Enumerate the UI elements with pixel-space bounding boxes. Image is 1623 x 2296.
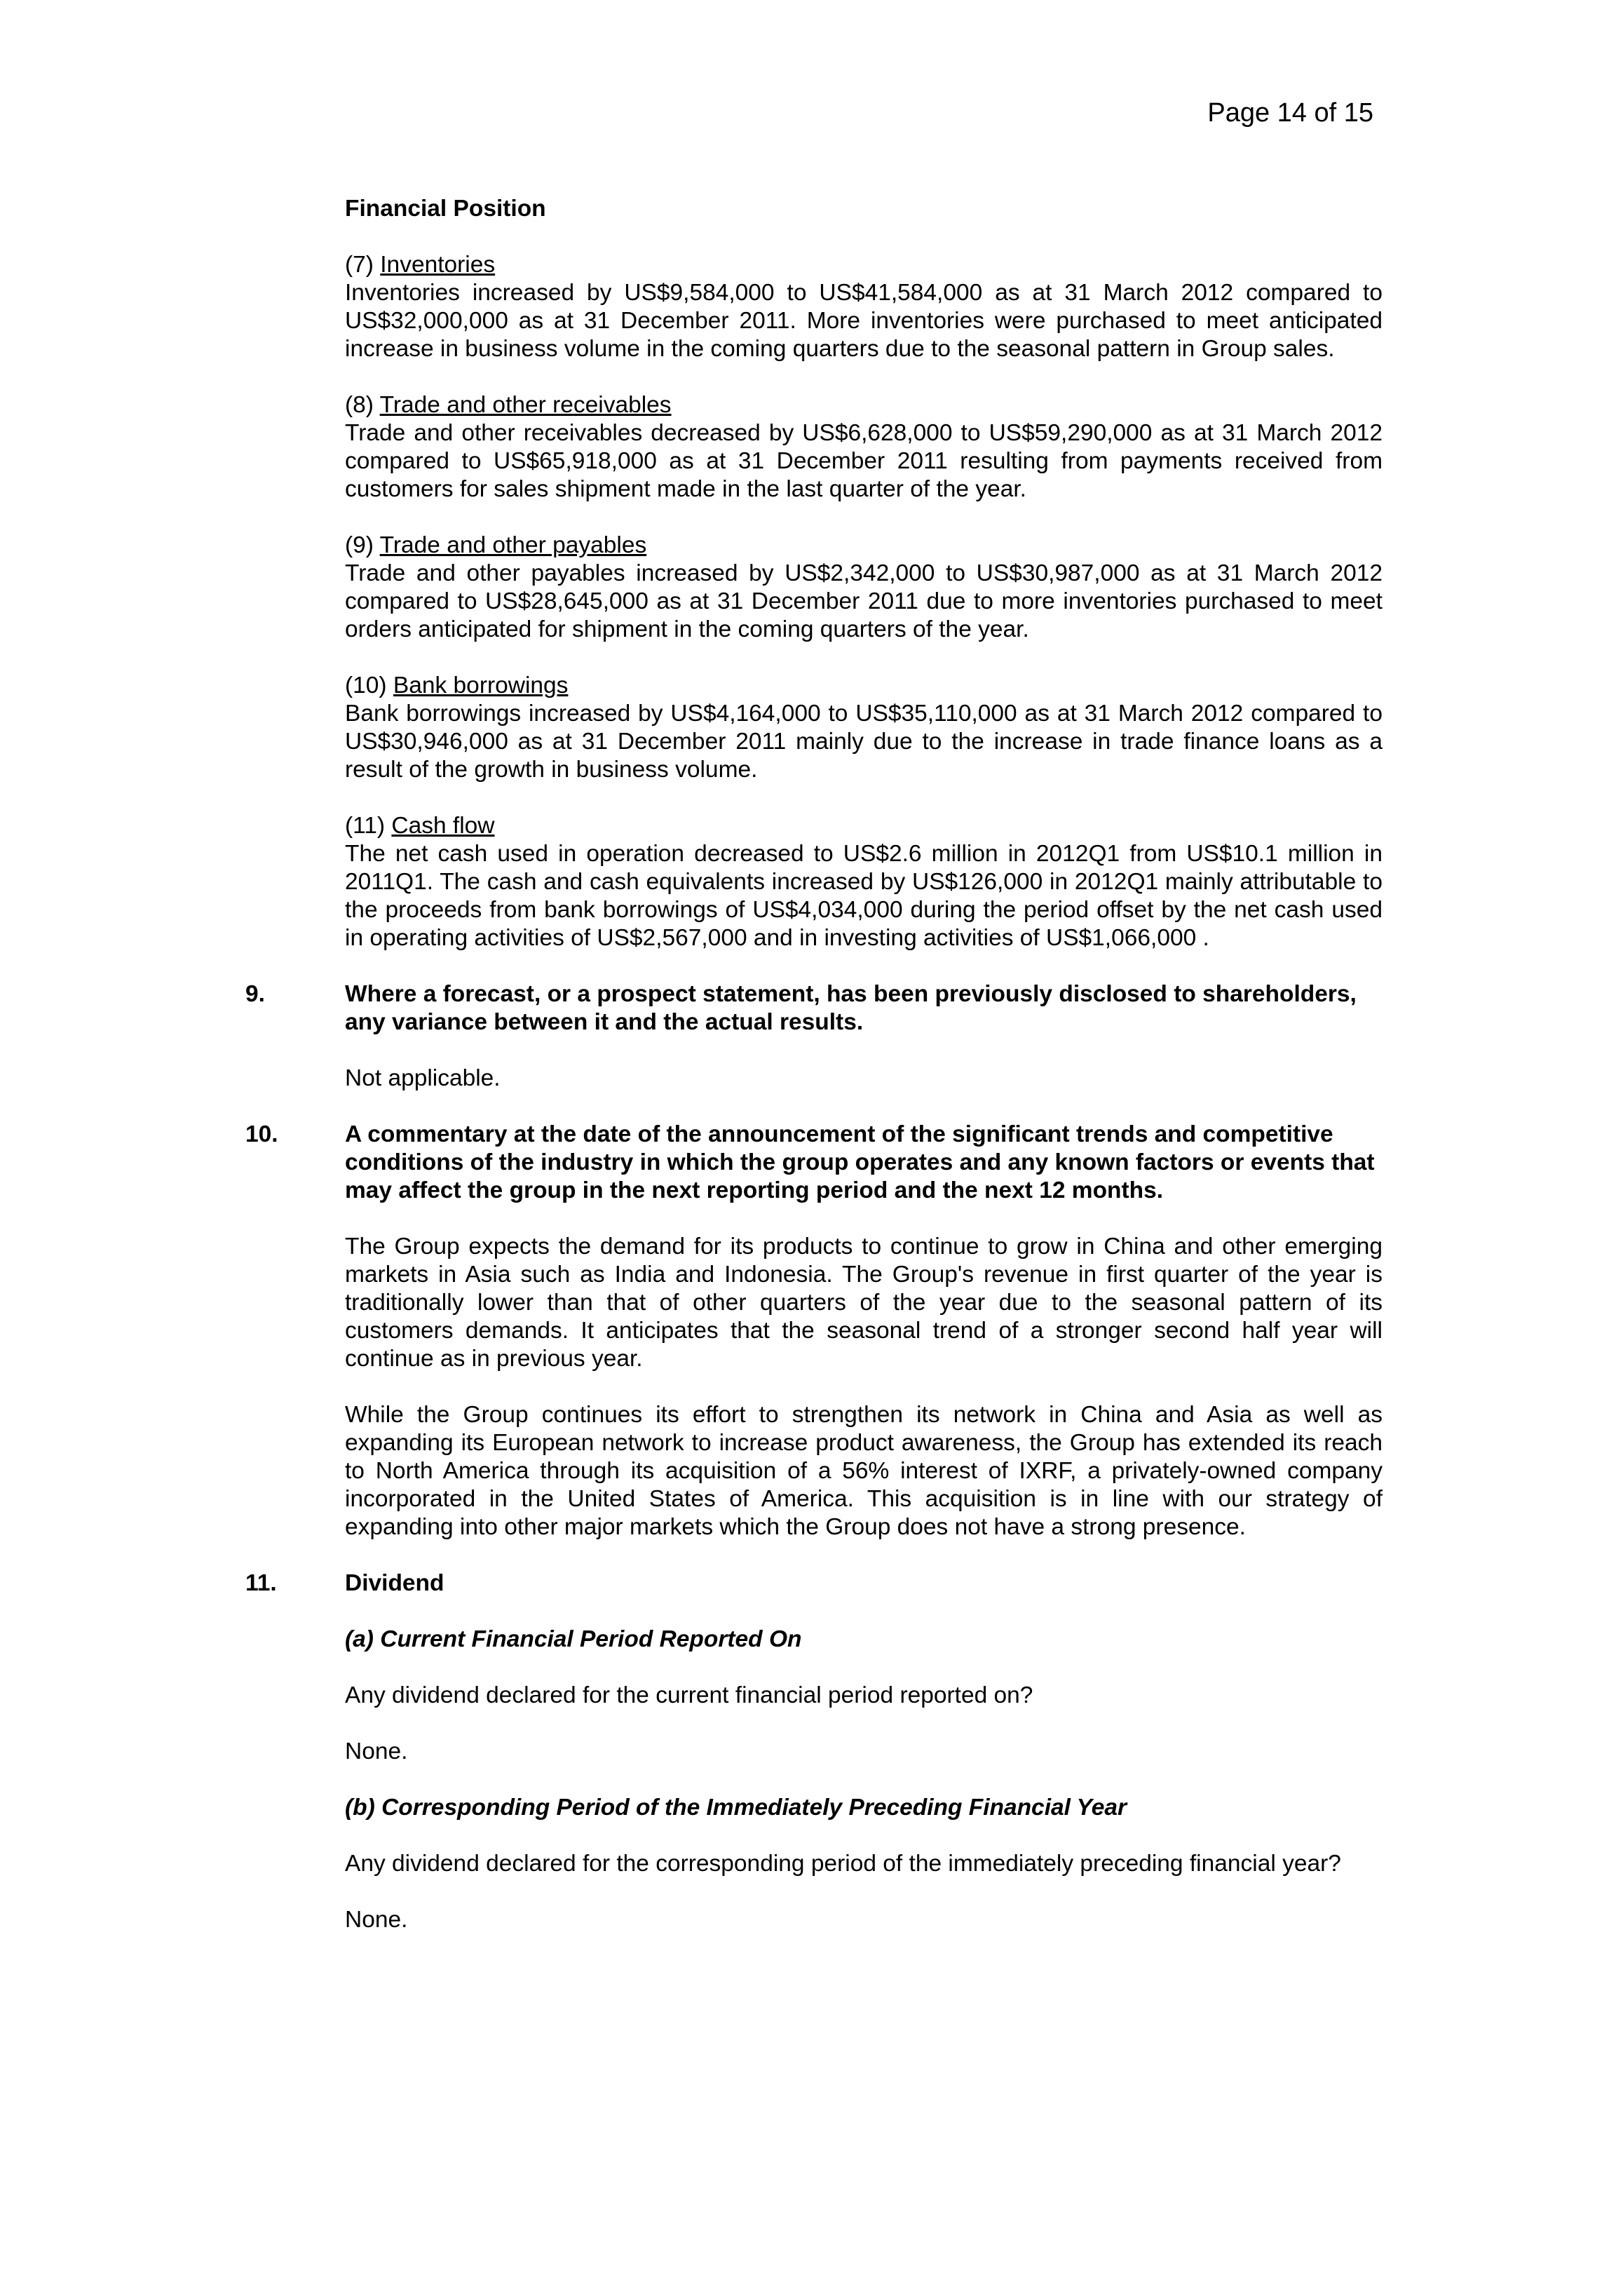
item-text: Trade and other receivables decreased by US$6,628,000 to US$59,290,000 as at 31 March 2012 compared to US$65,918,000 as at 31 December 2011 resulting from payments received from customers for sales shipment made in the last quarter of the year. [345,420,1383,502]
dividend-answer-a: None. [345,1738,408,1764]
item-title: Cash flow [391,813,495,839]
item-prefix: (10) [345,673,393,698]
item-trade-payables [345,532,1383,644]
item-title: Trade and other payables [379,532,647,558]
document-body [245,195,1383,1934]
item-inventories [345,251,1383,363]
section-9-body: Not applicable. [345,1065,501,1091]
item-title: Bank borrowings [393,673,569,698]
section-11 [245,1569,1383,1598]
dividend-question-b: Any dividend declared for the corresponding period of the immediately preceding financial year? [345,1851,1341,1877]
section-heading: A commentary at the date of the announcement of the significant trends and competitive conditions of the industry in which the group operates and any known factors or events that may affect the group in the next reporting period and the next 12 months. [345,1121,1375,1203]
dividend-subheading-b: (b) Corresponding Period of the Immediately Preceding Financial Year [345,1795,1127,1821]
dividend-question-a: Any dividend declared for the current financial period reported on? [345,1682,1033,1708]
item-prefix: (9) [345,532,380,558]
item-text: Inventories increased by US$9,584,000 to US$41,584,000 as at 31 March 2012 compared to US$32,000,000 as at 31 December 2011. More inventories were purchased to meet anticipated increase in business volume in the coming quarters due to the seasonal pattern in Group sales. [345,280,1383,362]
financial-position-heading: Financial Position [345,196,546,222]
section-10-paragraph-1: The Group expects the demand for its products to continue to grow in China and other emerging markets in Asia such as India and Indonesia. The Group's revenue in first quarter of the year is traditionally lower than that of other quarters of the year due to the seasonal pattern of its customers demands. It anticipates that the seasonal trend of a stronger second half year will continue as in previous year. [345,1234,1383,1372]
section-number: 10. [245,1121,278,1147]
item-prefix: (7) [345,252,381,278]
item-prefix: (8) [345,392,380,418]
section-10 [245,1121,1383,1205]
page-number: Page 14 of 15 [1207,98,1373,128]
section-number: 11. [245,1570,277,1596]
section-number: 9. [245,981,265,1007]
section-9 [245,980,1383,1036]
dividend-answer-b: None. [345,1907,408,1933]
item-title: Trade and other receivables [379,392,672,418]
item-title: Inventories [380,252,496,278]
dividend-subheading-a: (a) Current Financial Period Reported On [345,1626,802,1652]
item-bank-borrowings [345,672,1383,784]
item-prefix: (11) [345,813,392,839]
section-heading: Where a forecast, or a prospect statement, has been previously disclosed to shareholders, any variance between it and the actual results. [345,981,1357,1035]
section-10-paragraph-2: While the Group continues its effort to strengthen its network in China and Asia as well as expanding its European network to increase product awareness, the Group has extended its reach to North America through its acquisition of a 56% interest of IXRF, a privately-owned company incorporated in the United States of America. This acquisition is in line with our strategy of expanding into other major markets which the Group does not have a strong presence. [345,1402,1383,1540]
item-cash-flow [345,812,1383,952]
item-trade-receivables [345,391,1383,504]
section-heading: Dividend [345,1570,444,1596]
item-text: The net cash used in operation decreased to US$2.6 million in 2012Q1 from US$10.1 million in 2011Q1. The cash and cash equivalents increased by US$126,000 in 2012Q1 mainly attributable to the proceeds from bank borrowings of US$4,034,000 during the period offset by the net cash used in operating activities of US$2,567,000 and in investing activities of US$1,066,000 . [345,841,1383,951]
item-text: Trade and other payables increased by US$2,342,000 to US$30,987,000 as at 31 March 2012 compared to US$28,645,000 as at 31 December 2011 due to more inventories purchased to meet orders anticipated for shipment in the coming quarters of the year. [345,560,1383,642]
item-text: Bank borrowings increased by US$4,164,000 to US$35,110,000 as at 31 March 2012 compared to US$30,946,000 as at 31 December 2011 mainly due to the increase in trade finance loans as a result of the growth in business volume. [345,701,1383,783]
